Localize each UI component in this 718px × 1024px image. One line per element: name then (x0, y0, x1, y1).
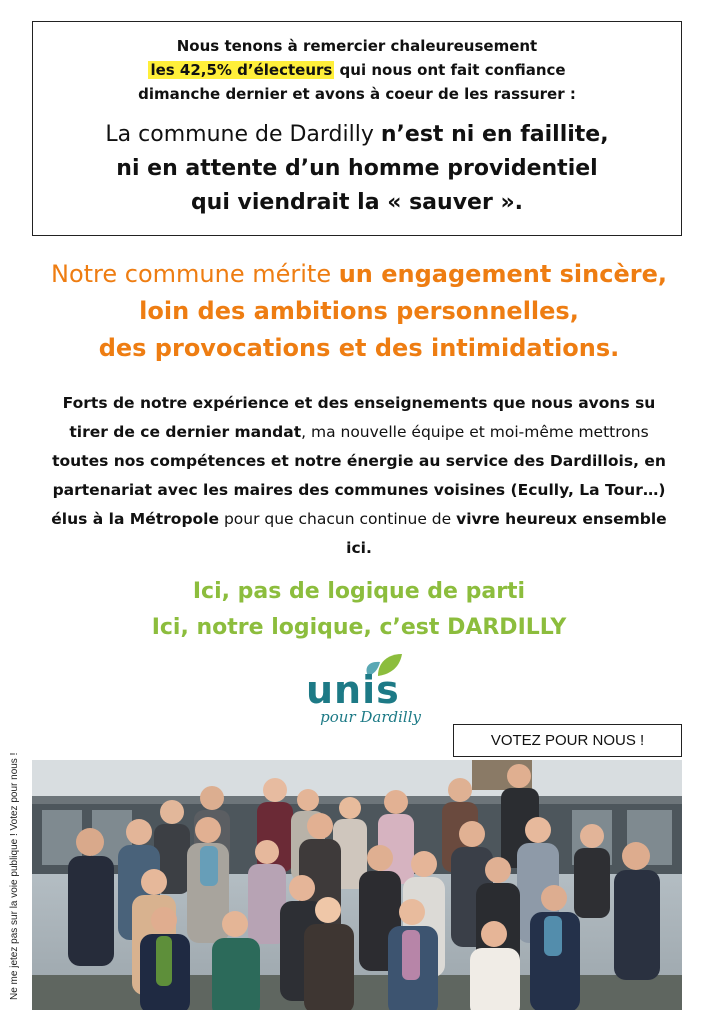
claim-line-3-bold: qui viendrait la « sauver ». (190, 190, 524, 215)
vote-for-us-box: VOTEZ POUR NOUS ! (453, 724, 682, 757)
slogan-line-2: Ici, notre logique, c’est DARDILLY (151, 615, 567, 640)
orange-line-1 (0, 256, 718, 293)
team-photo (32, 760, 682, 1010)
claim-line-2-bold: ni en attente d’un homme providentiel (116, 156, 598, 181)
highlighted-voters: les 42,5% d’électeurs (150, 61, 333, 79)
intro-line-2 (33, 58, 681, 82)
slogan-line-1: Ici, pas de logique de parti (192, 579, 526, 604)
body-plain-1: , ma nouvelle équipe et moi-même mettrons (301, 423, 649, 441)
reassurance-claim (33, 118, 681, 220)
body-bold-3: vivre heureux ensemble ici. (346, 510, 667, 557)
claim-line-1 (33, 118, 681, 152)
commitment-paragraph (50, 389, 668, 563)
thank-you-box (32, 21, 682, 236)
claim-line-3 (33, 186, 681, 220)
body-bold-2: toutes nos compétences et notre énergie au service des Dardillois, en partenariat avec les maires des communes voisines (Ecully, La Tour…) élus à la Métropole (51, 452, 666, 528)
intro-line-2-rest: qui nous ont fait confiance (334, 61, 566, 79)
body-bold-1: Forts de notre expérience et des enseignements que nous avons su tirer de ce dernier mandat (62, 394, 656, 441)
thank-you-intro (33, 34, 681, 106)
body-plain-2: pour que chacun continue de (219, 510, 457, 528)
orange-line-3 (0, 330, 718, 367)
claim-line-1-plain: La commune de Dardilly (105, 122, 381, 147)
orange-line-3-bold: des provocations et des intimidations. (98, 334, 620, 362)
orange-line-2 (0, 293, 718, 330)
claim-line-2 (33, 152, 681, 186)
vertical-disclaimer: Ne me jetez pas sur la voie publique ! Votez pour nous ! (9, 752, 20, 1000)
green-slogan (0, 574, 718, 646)
orange-line-2-bold: loin des ambitions personnelles, (139, 297, 579, 325)
logo-wordmark: unis (306, 668, 400, 712)
team-photo-illustration (32, 760, 682, 1010)
intro-line-3: dimanche dernier et avons à coeur de les rassurer : (138, 85, 576, 103)
orange-statement (0, 256, 718, 367)
logo-subtitle: pour Dardilly (320, 708, 421, 726)
claim-line-1-bold: n’est ni en faillite, (380, 122, 609, 147)
orange-line-1-bold: un engagement sincère, (338, 260, 667, 288)
unis-logo (296, 650, 426, 740)
orange-line-1-plain: Notre commune mérite (51, 260, 339, 288)
intro-line-1: Nous tenons à remercier chaleureusement (176, 37, 538, 55)
